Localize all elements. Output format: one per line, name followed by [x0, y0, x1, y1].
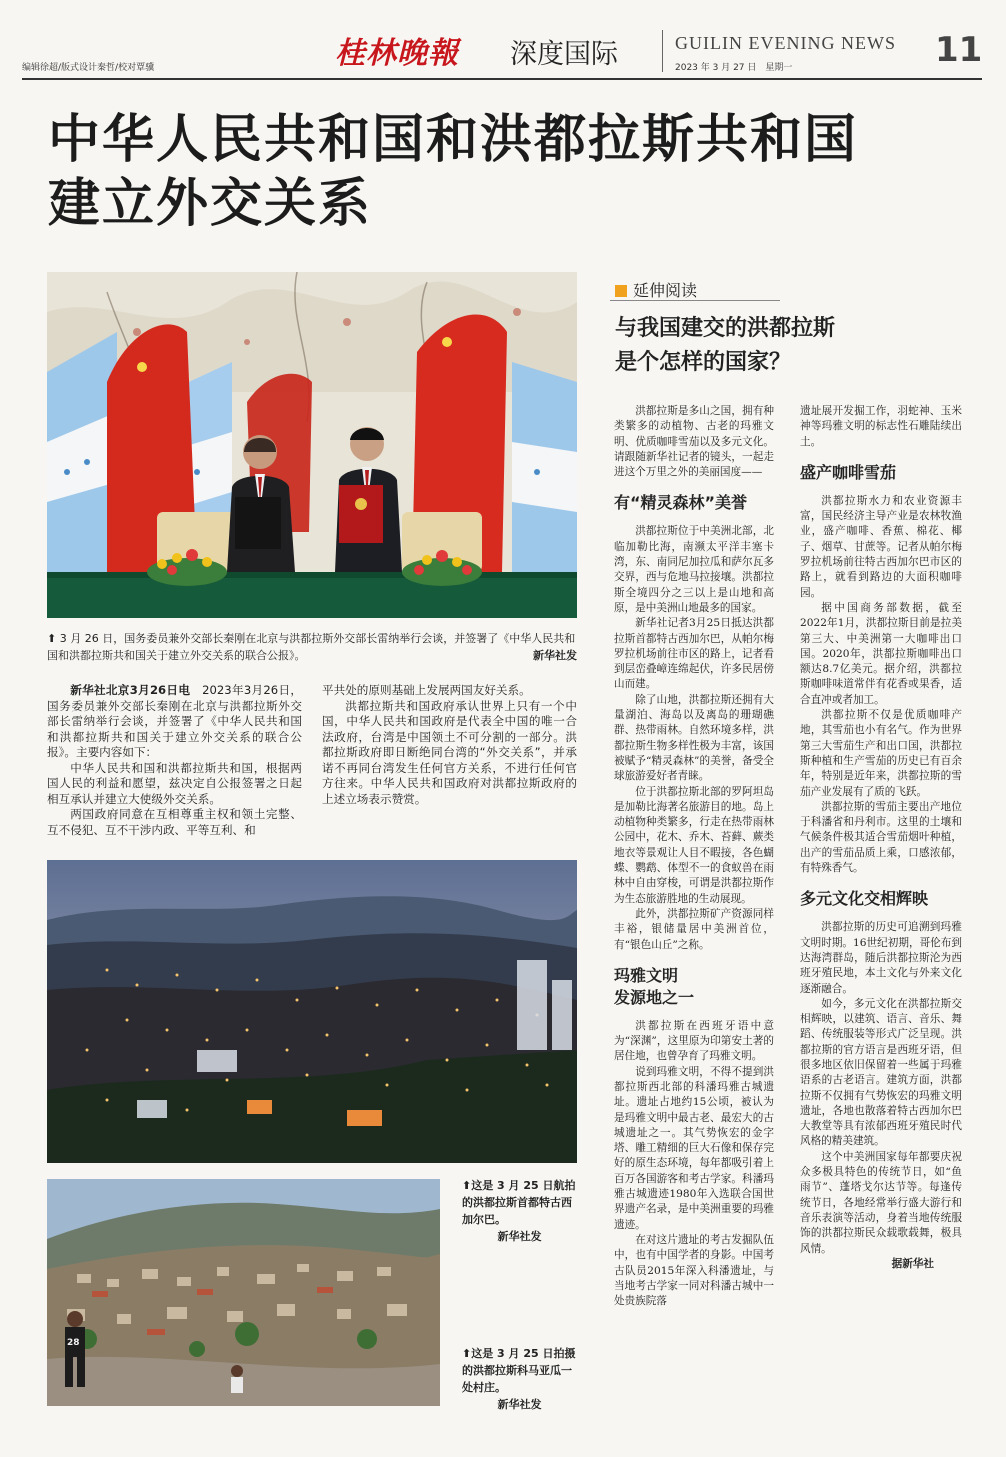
header-divider: [662, 30, 663, 72]
section-title: 深度国际: [510, 39, 618, 70]
city-caption-agency: 新华社发: [497, 1230, 542, 1243]
article-paragraph-1: 2023年3月26日，国务委员兼外交部长秦刚在北京与洪都拉斯外交部长雷纳举行会谈，并签署了《中华人民共和国和洪都拉斯共和国关于建立外交关系的联合公报》。主要内容如下：: [47, 683, 302, 759]
sidebar-title-line-1: 与我国建交的洪都拉斯: [615, 316, 836, 341]
sidebar-subhead-coffee: 盛产咖啡雪茄: [800, 462, 897, 482]
headline-line-1: 中华人民共和国和洪都拉斯共和国: [48, 110, 859, 170]
sidebar-label-text: 延伸阅读: [633, 281, 698, 300]
sidebar-subhead-maya: [614, 965, 774, 1009]
city-photo-caption: [462, 1177, 577, 1245]
article-paragraph-5: 洪都拉斯共和国政府承认世界上只有一个中国，中华人民共和国政府是代表全中国的唯一合法政府，台湾是中国领土不可分割的一部分。洪都拉斯政府即日断绝同台湾的“外交关系”，并承诺不再同台湾发生任何官方关系，不进行任何官方往来。中华人民共和国政府对洪都拉斯政府的上述立场表示赞赏。: [322, 698, 577, 806]
article-column-1: [47, 683, 302, 838]
sidebar-forest-p1: 洪都拉斯位于中美洲北部，北临加勒比海，南濒太平洋丰塞卡湾，东、南同尼加拉瓜和萨尔瓦多交界，西与危地马拉接壤。洪都拉斯全境四分之三以上是山地和高原，是中美洲山地最多的国家。: [614, 525, 774, 614]
headline-line-2: 建立外交关系: [48, 174, 373, 234]
sidebar-maya-p2: 说到玛雅文明，不得不提到洪都拉斯西北部的科潘玛雅古城遗址。遗址占地约15公顷，被认为是玛雅文明中最古老、最宏大的古城遗址之一。其气势恢宏的金字塔、雕工精细的巨大石像和保存完好的原生态环境，每年都吸引着上百万各国游客和考古学家。科潘玛雅古城遗迹1980年入选联合国世界遗产名录，是中美洲重要的玛雅遗迹。: [614, 1065, 774, 1231]
sidebar-source: 据新华社: [891, 1257, 934, 1270]
sidebar-maya-p4: 遗址展开发掘工作，羽蛇神、玉米神等玛雅文明的标志性石雕陆续出土。: [800, 405, 962, 448]
page-number: 11: [935, 30, 983, 70]
editors-credit: 编辑徐超/版式设计秦哲/校对覃骥: [22, 63, 155, 73]
svg-text:28: 28: [67, 1338, 80, 1348]
tegucigalpa-aerial-photo: [47, 860, 577, 1163]
sidebar-forest-p4: 位于洪都拉斯北部的罗阿坦岛是加勒比海著名旅游目的地。岛上动植物种类繁多，行走在热带雨林公园中，花木、乔木、苔藓、蕨类地衣等景观让人目不暇接，各色蝴蝶、鹦鹉、体型不一的食蚁兽在雨林中自由穿梭，可谓是洪都拉斯作为生态旅游胜地的生动展现。: [614, 785, 774, 905]
village-caption-text: ⬆这是 3 月 25 日拍摄的洪都拉斯科马亚瓜一处村庄。: [462, 1347, 576, 1394]
sidebar-coffee-p1: 洪都拉斯水力和农业资源丰富，国民经济主导产业是农林牧渔业，盛产咖啡、香蕉、棉花、椰子、烟草、甘蔗等。记者从帕尔梅罗拉机场前往特古西加尔巴市区的路上，就看到路边的大面积咖啡园。: [800, 494, 962, 599]
sidebar-label-square-icon: [615, 285, 627, 297]
sidebar-title-line-2: 是个怎样的国家？: [615, 350, 792, 375]
village-caption-agency: 新华社发: [497, 1398, 542, 1411]
sidebar-subhead-forest: 有“精灵森林”美誉: [614, 493, 748, 513]
village-photo-caption: [462, 1345, 577, 1413]
sidebar-column-1: [614, 404, 774, 1309]
sidebar-forest-p2: 新华社记者3月25日抵达洪都拉斯首都特古西加尔巴，从帕尔梅罗拉机场前往市区的路上，记者看到层峦叠嶂连绵起伏，许多民居傍山而建。: [614, 617, 774, 691]
sidebar-title: [615, 312, 945, 380]
city-caption-text: ⬆这是 3 月 25 日航拍的洪都拉斯首都特古西加尔巴。: [462, 1179, 576, 1226]
sidebar-maya-p3: 在对这片遗址的考古发掘队伍中，也有中国学者的身影。中国考古队员2015年深入科潘遗址，与当地考古学家一同对科潘古城中一处贵族院落: [614, 1233, 774, 1308]
sidebar-forest-p3: 除了山地，洪都拉斯还拥有大量湖泊、海岛以及离岛的珊瑚礁群、热带雨林。自然环境多样，洪都拉斯生物多样性极为丰富，该国被赋予“精灵森林”的美誉，备受全球旅游爱好者青睐。: [614, 693, 774, 783]
signing-caption-text: ⬆ 3 月 26 日，国务委员兼外交部长秦刚在北京与洪都拉斯外交部长雷纳举行会谈，并签署了《中华人民共和国和洪都拉斯共和国关于建立外交关系的联合公报》。: [47, 632, 576, 662]
article-paragraph-3: 两国政府同意在互相尊重主权和领土完整、互不侵犯、互不干涉内政、平等互利、和: [47, 807, 302, 837]
article-dateline: 新华社北京3月26日电: [70, 683, 191, 697]
sidebar-label: [615, 278, 697, 301]
sidebar-intro: 洪都拉斯是多山之国，拥有种类繁多的动植物、古老的玛雅文明、优质咖啡雪茄以及多元文化。请跟随新华社记者的镜头，一起走进这个万里之外的美丽国度——: [614, 405, 774, 479]
article-paragraph-4: 平共处的原则基础上发展两国友好关系。: [322, 683, 531, 697]
sidebar-culture-p2: 如今，多元文化在洪都拉斯交相辉映，以建筑、语言、音乐、舞蹈、传统服装等形式广泛呈现。洪都拉斯的官方语言是西班牙语，但很多地区依旧保留着一些属于玛雅语系的古老语言。建筑方面，洪都拉斯不仅拥有气势恢宏的玛雅文明遗址，各地也散落着特古西加尔巴大教堂等具有浓郁西班牙殖民时代风格的精美建筑。: [800, 997, 962, 1148]
sidebar-subhead-maya-line-1: 玛雅文明: [614, 965, 679, 985]
sidebar-coffee-p4: 洪都拉斯的雪茄主要出产地位于科潘省和丹利市。这里的土壤和气候条件极其适合雪茄烟叶种植，出产的雪茄品质上乘，口感浓郁，有特殊香气。: [800, 800, 962, 875]
newspaper-logo: 桂林晚報: [335, 36, 459, 71]
sidebar-subhead-maya-line-2: 发源地之一: [614, 987, 695, 1007]
sidebar-coffee-p2: 据中国商务部数据，截至2022年1月，洪都拉斯目前是拉美第三大、中美洲第一大咖啡出口国。2020年，洪都拉斯咖啡出口额达8.7亿美元。据介绍，洪都拉斯咖啡味道常伴有花香或果香，适合直冲或者加工。: [800, 601, 962, 706]
signing-ceremony-illustration: [47, 272, 577, 618]
newspaper-english-name: GUILIN EVENING NEWS: [675, 33, 896, 53]
signing-ceremony-photo: [47, 272, 577, 618]
comayagua-village-photo: [47, 1179, 440, 1406]
signing-photo-caption: [47, 630, 577, 664]
sidebar-column-2: [800, 404, 962, 1272]
main-headline: [48, 108, 968, 236]
sidebar-forest-p5: 此外，洪都拉斯矿产资源同样丰裕，银储量居中美洲首位，有“银色山丘”之称。: [614, 907, 774, 951]
sidebar-culture-p1: 洪都拉斯的历史可追溯到玛雅文明时期。16世纪初期，哥伦布到达海湾群岛，随后洪都拉斯沦为西班牙殖民地，本土文化与外来文化逐渐融合。: [800, 921, 962, 995]
article-paragraph-2: 中华人民共和国和洪都拉斯共和国，根据两国人民的利益和愿望，兹决定自公报签署之日起相互承认并建立大使级外交关系。: [47, 760, 302, 806]
sidebar-culture-p3: 这个中美洲国家每年都要庆祝众多极具特色的传统节日，如“鱼雨节”、蓬塔戈尔达节等。每逢传统节日，各地经常举行盛大游行和音乐表演等活动，身着当地传统服饰的洪都拉斯民众载歌载舞，极具风情。: [800, 1150, 962, 1255]
article-column-2: [322, 683, 577, 807]
sidebar-coffee-p3: 洪都拉斯不仅是优质咖啡产地，其雪茄也小有名气。作为世界第三大雪茄生产和出口国，洪都拉斯种植和生产雪茄的历史已有百余年，特别是近年来，洪都拉斯的雪茄产业发展有了质的飞跃。: [800, 709, 962, 798]
sidebar-rule: [610, 300, 780, 301]
signing-caption-agency: 新华社发: [533, 649, 577, 662]
issue-date: 2023 年 3 月 27 日 星期一: [675, 63, 793, 73]
sidebar-subhead-culture: 多元文化交相辉映: [800, 889, 929, 909]
header-rule: [22, 78, 982, 80]
sidebar-maya-p1: 洪都拉斯在西班牙语中意为“深渊”，这里原为印第安土著的居住地，也曾孕育了玛雅文明。: [614, 1019, 774, 1063]
village-illustration: [47, 1179, 440, 1406]
city-dusk-illustration: [47, 860, 577, 1163]
